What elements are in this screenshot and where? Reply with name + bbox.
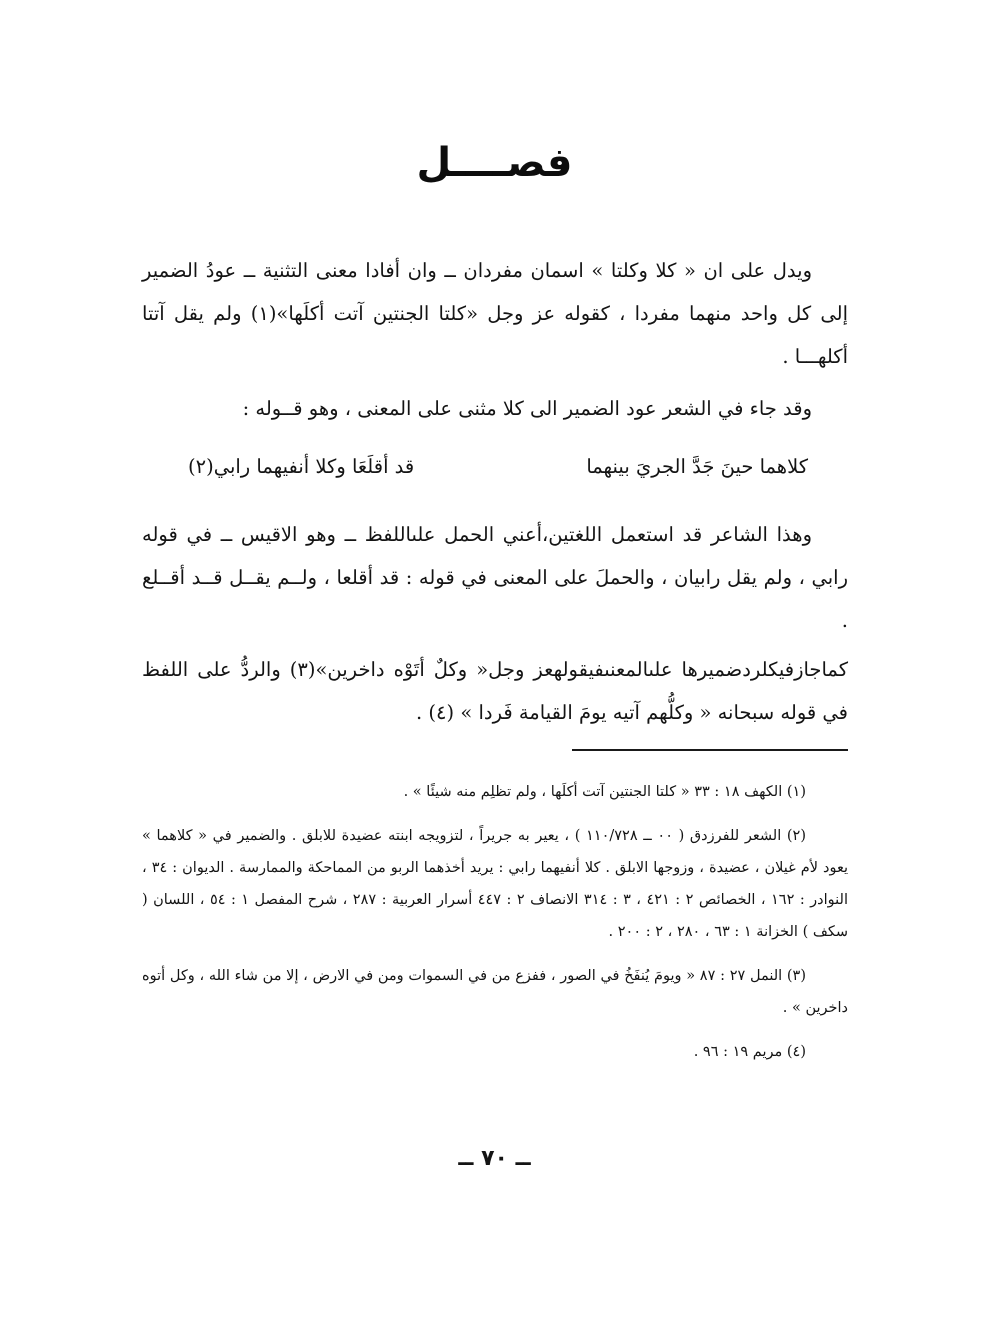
footnote-1 bbox=[142, 776, 848, 808]
footnote-text: (٣) النمل ٢٧ : ٨٧ « ويومَ يُنفَخُ في الصور ، ففزع من في السموات ومن في الارض ، إلا من شاء الله ، وكل أتوه داخرين » . bbox=[142, 968, 848, 1016]
paragraph-1: ويدل على ان « كلا وكلتا » اسمان مفردان ــ وان أفادا معنى التثنية ــ عودُ الضمير إلى كل واحد منهما مفردا ، كقوله عز وجل «كلتا الجنتين آتت أكلَها»(١) ولم يقل آتتا أكلهـــا . bbox=[142, 259, 848, 368]
paragraph-4: كماجازفيكلردضميرها علىالمعنىفيقولهعز وجل« وكلٌ أتَوْه داخرين»(٣) والردُّ على اللفظ في قوله سبحانه « وكلُّهم آتيه يومَ القيامة فَردا » (٤) . bbox=[142, 658, 848, 724]
footnote-text: (٢) الشعر للفرزدق ( ٠٠ ــ ١١٠/٧٢٨ ) ، يعير به جريراً ، لتزويجه ابنته عضيدة للابلق . والضمير في « كلاهما » يعود لأم غيلان ، عضيدة ، وزوجها الابلق . كلا أنفيهما رابي : يريد أخذهما الربو من المماحكة والممارسة . الديوان : ٣٤ ، النوادر : ١٦٢ ، الخصائص ٢ : ٤٢١ ، ٣ : ٣١٤ الانصاف ٢ : ٤٤٧ أسرار العربية : ٢٨٧ ، شرح المفصل ١ : ٥٤ ، اللسان ( سكف ) الخزانة ١ : ٦٣ ، ٢٨٠ ، ٢ : ٢٠٠ . bbox=[142, 828, 848, 940]
footnotes bbox=[142, 776, 848, 1080]
poetry-verse bbox=[188, 452, 808, 482]
section-heading: فصــــل bbox=[416, 140, 573, 186]
paragraph-3: وهذا الشاعر قد استعمل اللغتين،أعني الحمل علىاللفظ ــ وهو الاقيس ــ في قوله رابي ، ولم يقل رابيان ، والحملَ على المعنى في قوله : قد أقلعا ، ولــم يقــل قــد أقــلع . bbox=[142, 523, 848, 632]
footnote-4 bbox=[142, 1036, 848, 1068]
verse-first-hemistich: كلاهما حينَ جَدَّ الجريَ بينهما bbox=[586, 455, 808, 478]
footnote-text: (٤) مريم ١٩ : ٩٦ . bbox=[693, 1044, 806, 1060]
verse-second-hemistich: قد أقلَعَا وكلا أنفيهما رابي(٢) bbox=[188, 455, 415, 478]
footnote-text: (١) الكهف ١٨ : ٣٣ « كلتا الجنتين آتت أكلَها ، ولم تظلِم منه شيئًا » . bbox=[403, 784, 806, 800]
footnote-3 bbox=[142, 960, 848, 1024]
paragraph-2: وقد جاء في الشعر عود الضمير الى كلا مثنى على المعنى ، وهو قــوله : bbox=[242, 397, 812, 420]
footnote-divider bbox=[572, 749, 848, 751]
footnote-2 bbox=[142, 820, 848, 948]
page-number: ــ ٧٠ ــ bbox=[458, 1146, 531, 1171]
